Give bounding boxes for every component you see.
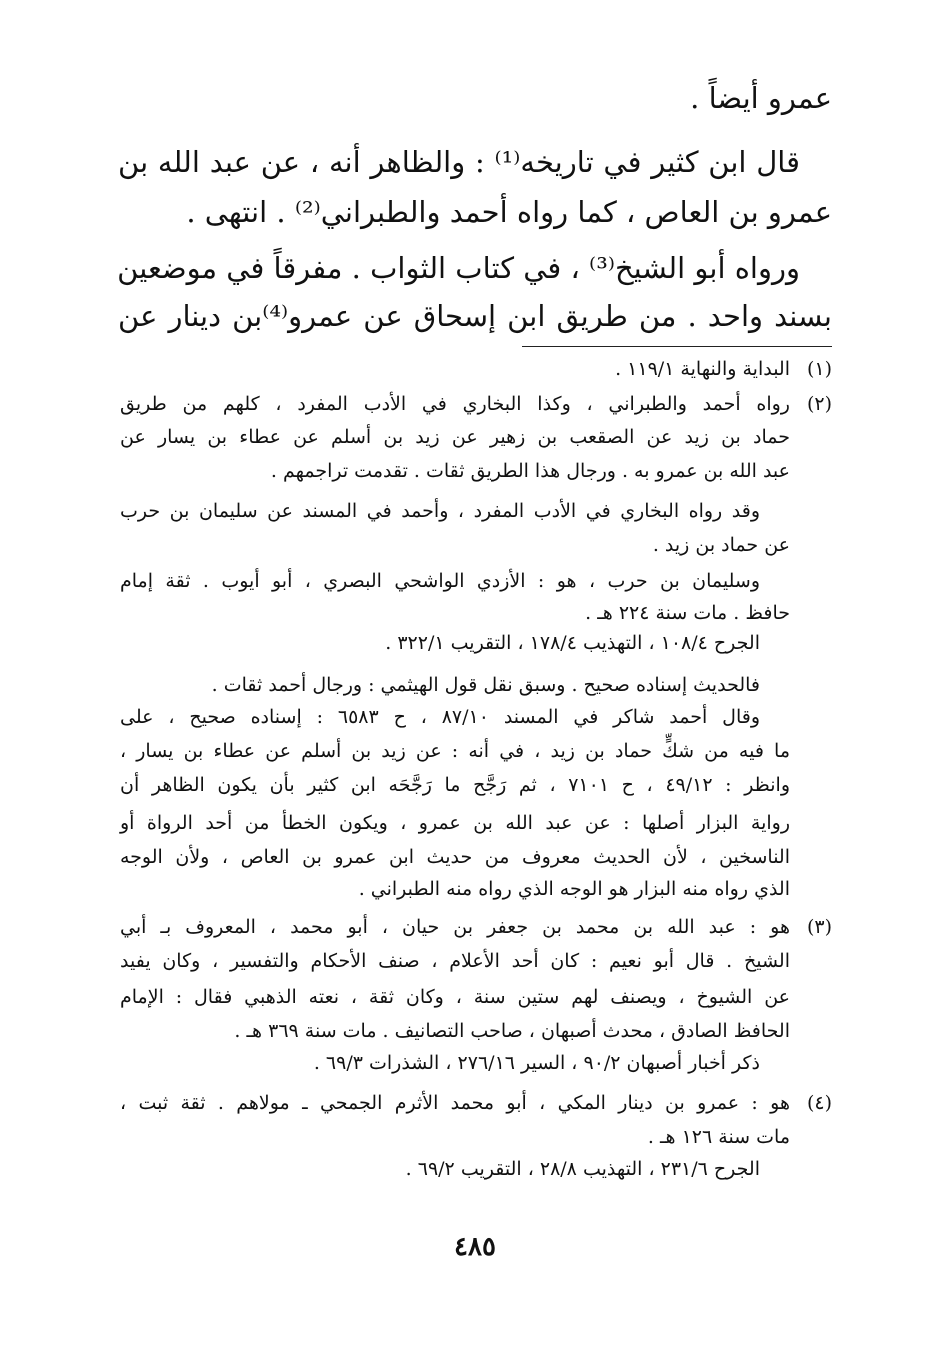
- footnote-line: هو : عمرو بن دينار المكي ، أبو محمد الأثرم الجمحي ـ مولاهم . ثقة ثبت ،: [120, 1092, 790, 1114]
- main-text-line: عمرو أيضاً .: [690, 81, 832, 115]
- main-text-line: ورواه أبو الشيخ⁽³⁾ ، في كتاب الثواب . مفرقاً في موضعين: [117, 251, 800, 285]
- footnote-line: حافظ . مات سنة ٢٢٤ هـ .: [585, 602, 790, 624]
- main-text-line: عمرو بن العاص ، كما رواه أحمد والطبراني⁽²⁾ . انتهى .: [186, 195, 832, 229]
- footnote-line: ذكر أخبار أصبهان ٩٠/٢ ، السير ٢٧٦/١٦ ، الشذرات ٦٩/٣ .: [313, 1052, 760, 1074]
- footnote-line: الحافظ الصادق ، محدث أصبهان ، صاحب التصانيف . مات سنة ٣٦٩ هـ .: [234, 1020, 790, 1042]
- footnote-line: ما فيه من شكٍّ حماد بن زيد ، في أنه : عن زيد بن أسلم عن عطاء بن يسار ،: [120, 740, 790, 762]
- footnote-line: مات سنة ١٢٦ هـ .: [647, 1126, 790, 1148]
- footnote-line: فالحديث إسناده صحيح . وسبق نقل قول الهيثمي : ورجال أحمد ثقات .: [211, 674, 760, 696]
- footnote-line: رواية البزار أصلها : عن عبد الله بن عمرو ، ويكون الخطأ من أحد الرواة أو: [120, 812, 790, 834]
- footnote-marker: (٢): [806, 393, 832, 415]
- footnote-line: عن حماد بن زيد .: [652, 534, 790, 556]
- footnote-separator: [522, 346, 832, 347]
- footnote-line: الشيخ . قال أبو نعيم : كان أحد الأعلام ، صنف الأحكام والتفسير ، وكان يفيد: [120, 950, 790, 972]
- footnote-line: الجرح ١٠٨/٤ ، التهذيب ١٧٨/٤ ، التقريب ٣٢٢/١ .: [385, 632, 760, 654]
- footnote-line: عن الشيوخ ، ويصنف لهم ستين سنة ، وكان ثقة ، نعته الذهبي فقال : الإمام: [120, 986, 790, 1008]
- footnote-line: عبد الله بن عمرو به . ورجال هذا الطريق ثقات . تقدمت تراجمهم .: [270, 460, 790, 482]
- footnote-marker: (١): [806, 358, 832, 380]
- main-text-line: قال ابن كثير في تاريخه⁽¹⁾ : والظاهر أنه ، عن عبد الله بن: [118, 145, 800, 179]
- footnote-marker: (٤): [806, 1092, 832, 1114]
- footnote-line: الجرح ٢٣١/٦ ، التهذيب ٢٨/٨ ، التقريب ٦٩/٢ .: [405, 1158, 760, 1180]
- footnote-line: هو : عبد الله بن محمد بن جعفر بن حيان ، أبو محمد ، المعروف بـ أبي: [120, 916, 790, 938]
- footnote-line: حماد بن زيد عن الصقعب بن زهير عن زيد بن أسلم عن عطاء بن يسار عن: [120, 426, 790, 448]
- footnote-line: وقال أحمد شاكر في المسند ٨٧/١٠ ، ح ٦٥٨٣ : إسناده صحيح ، على: [120, 706, 760, 728]
- footnote-line: وانظر : ٤٩/١٢ ، ح ٧١٠١ ، ثم رَجَّح ما رَجَّحَه ابن كثير بأن يكون الظاهر أن: [120, 774, 791, 796]
- footnote-line: الناسخين ، لأن الحديث معروف من حديث ابن عمرو بن العاص ، ولأن الوجه: [120, 846, 790, 868]
- footnote-line: وقد رواه البخاري في الأدب المفرد ، وأحمد في المسند عن سليمان بن حرب: [120, 500, 760, 522]
- footnote-line: وسليمان بن حرب ، هو : الأزدي الواشحي البصري ، أبو أيوب . ثقة إمام: [120, 570, 760, 592]
- footnote-line: الذي رواه منه البزار هو الوجه الذي رواه منه الطبراني .: [358, 878, 790, 900]
- footnote-marker: (٣): [806, 916, 832, 938]
- footnote-line: البداية والنهاية ١١٩/١ .: [615, 358, 790, 380]
- main-text-line: بسند واحد . من طريق ابن إسحاق عن عمرو⁽⁴⁾بن دينار عن: [118, 299, 832, 333]
- page-number: ٤٨٥: [454, 1232, 496, 1262]
- footnote-line: رواه أحمد والطبراني ، وكذا البخاري في الأدب المفرد ، كلهم من طريق: [120, 393, 790, 415]
